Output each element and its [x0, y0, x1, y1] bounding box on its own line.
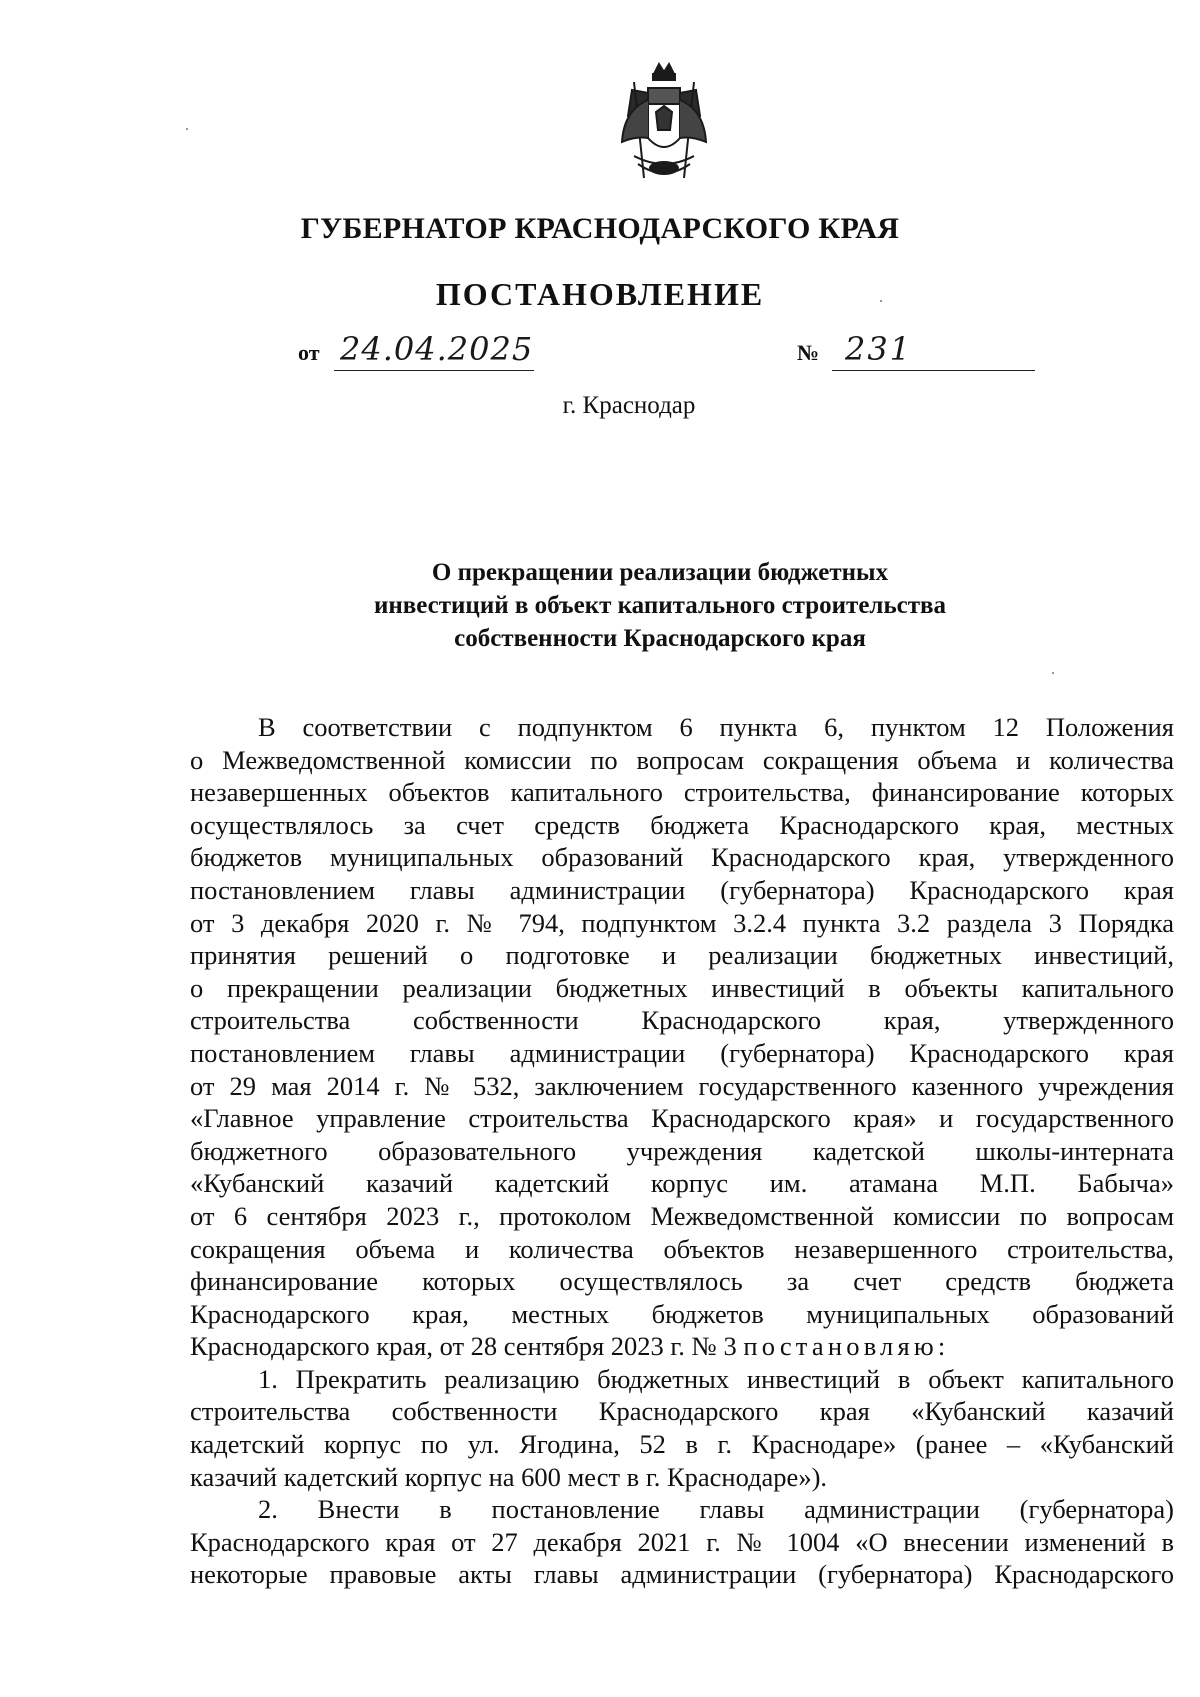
title-line: О прекращении реализации бюджетных [431, 559, 889, 586]
body-line: от 29 мая 2014 г. № 532, заключением государственного казенного учреждения [190, 1070, 1174, 1101]
body-line-final [190, 1330, 1174, 1363]
number-prefix: № [797, 340, 820, 365]
body-line: незавершенных объектов капитального строительства, финансирование которых [190, 777, 1174, 808]
body-line: строительства собственности Краснодарского края «Кубанский казачий [190, 1396, 1174, 1427]
body-line: некоторые правовые акты главы администрации (губернатора) Краснодарского [190, 1559, 1174, 1590]
document-type: ПОСТАНОВЛЕНИЕ [435, 276, 765, 312]
body-line: осуществлялось за счет средств бюджета Краснодарского края, местных [190, 809, 1174, 840]
body-line: принятия решений о подготовке и реализации бюджетных инвестиций, [190, 940, 1174, 971]
document-body [190, 711, 1174, 1591]
date-handwritten: 24.04.2025 [340, 330, 534, 368]
body-line: кадетский корпус по ул. Ягодина, 52 в г. Краснодаре» (ранее – «Кубанский [190, 1429, 1174, 1460]
body-line: 2. Внести в постановление главы администрации (губернатора) [258, 1494, 1174, 1525]
scan-speck [880, 300, 882, 302]
issuing-authority: ГУБЕРНАТОР КРАСНОДАРСКОГО КРАЯ [300, 212, 900, 245]
date-prefix: от [298, 340, 320, 365]
body-line: Краснодарского края от 27 декабря 2021 г. № 1004 «О внесении изменений в [190, 1526, 1174, 1557]
resolution-word: постановляю: [743, 1331, 950, 1362]
date-underline [334, 370, 534, 371]
body-line: бюджетов муниципальных образований Краснодарского края, утвержденного [190, 842, 1174, 873]
title-line: инвестиций в объект капитального строительства [373, 592, 947, 619]
body-line: «Кубанский казачий кадетский корпус им. атамана М.П. Бабыча» [190, 1168, 1174, 1199]
number-handwritten: 231 [845, 330, 913, 368]
scan-speck [1052, 672, 1054, 674]
body-line-text: Краснодарского края, от 28 сентября 2023 г. № 3 [190, 1331, 744, 1362]
scan-speck [186, 128, 188, 130]
body-line: строительства собственности Краснодарского края, утвержденного [190, 1005, 1174, 1036]
body-line: о Межведомственной комиссии по вопросам сокращения объема и количества [190, 744, 1174, 775]
body-line: от 3 декабря 2020 г. № 794, подпунктом 3.2.4 пункта 3.2 раздела 3 Порядка [190, 907, 1174, 938]
body-line: казачий кадетский корпус на 600 мест в г. Краснодаре»). [190, 1461, 828, 1492]
coat-of-arms-emblem [604, 60, 724, 190]
document-title [300, 556, 1020, 655]
body-line: финансирование которых осуществлялось за счет средств бюджета [190, 1266, 1174, 1297]
body-line: постановлением главы администрации (губернатора) Краснодарского края [190, 1037, 1174, 1068]
body-line: от 6 сентября 2023 г., протоколом Межведомственной комиссии по вопросам [190, 1200, 1174, 1231]
number-underline [832, 370, 1035, 371]
body-line: 1. Прекратить реализацию бюджетных инвестиций в объект капитального [258, 1363, 1174, 1394]
city-line: г. Краснодар [562, 392, 696, 419]
body-line: «Главное управление строительства Краснодарского края» и государственного [190, 1103, 1174, 1134]
body-line: постановлением главы администрации (губернатора) Краснодарского края [190, 874, 1174, 905]
body-line: о прекращении реализации бюджетных инвестиций в объекты капитального [190, 972, 1174, 1003]
title-line: собственности Краснодарского края [454, 625, 866, 652]
body-line: В соответствии с подпунктом 6 пункта 6, пунктом 12 Положения [258, 712, 1174, 742]
body-line: сокращения объема и количества объектов незавершенного строительства, [190, 1233, 1174, 1264]
body-line: бюджетного образовательного учреждения кадетской школы-интерната [190, 1135, 1174, 1166]
body-line: Краснодарского края, местных бюджетов муниципальных образований [190, 1298, 1174, 1329]
